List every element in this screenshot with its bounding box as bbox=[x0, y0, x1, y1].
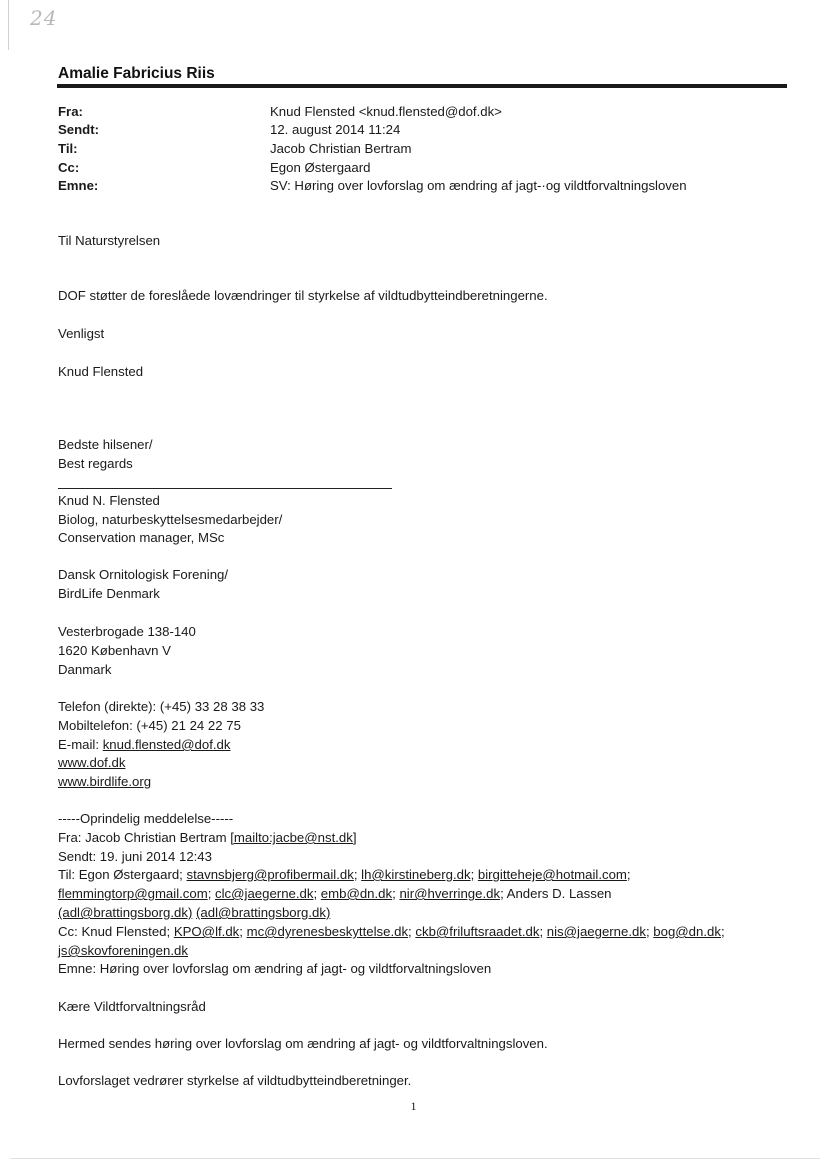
original-paragraph-1: Hermed sendes høring over lovforslag om ændring af jagt- og vildtforvaltningsloven. bbox=[58, 1036, 548, 1051]
signature-mobile: Mobiltelefon: (+45) 21 24 22 75 bbox=[58, 718, 241, 733]
cc-link[interactable]: mc@dyrenesbeskyttelse.dk bbox=[246, 924, 409, 939]
cc-link[interactable]: bog@dn.dk bbox=[653, 924, 721, 939]
original-to-line-1: Til: Egon Østergaard; stavnsbjerg@profibermail.dk; lh@kirstineberg.dk; birgitteheje@hotmail.com; bbox=[58, 867, 631, 882]
header-label: Cc: bbox=[58, 160, 80, 175]
signature-address-street: Vesterbrogade 138-140 bbox=[58, 624, 196, 639]
header-value: Egon Østergaard bbox=[270, 160, 371, 175]
signature-title-en: Conservation manager, MSc bbox=[58, 530, 225, 545]
recipient-link[interactable]: nir@hverringe.dk bbox=[399, 886, 501, 901]
recipient-link[interactable]: (adl@brattingsborg.dk) bbox=[196, 905, 331, 920]
header-label: Til: bbox=[58, 141, 78, 156]
signature-web-birdlife-link[interactable]: www.birdlife.org bbox=[58, 774, 152, 789]
handwritten-page-mark: 24 bbox=[30, 6, 58, 30]
signature-phone: Telefon (direkte): (+45) 33 28 38 33 bbox=[58, 699, 265, 714]
header-label: Sendt: bbox=[58, 122, 100, 137]
page-number: 1 bbox=[410, 1099, 417, 1113]
original-separator: -----Oprindelig meddelelse----- bbox=[58, 811, 234, 826]
cc-link[interactable]: ckb@friluftsraadet.dk bbox=[415, 924, 540, 939]
signature-web-dof-link[interactable]: www.dof.dk bbox=[58, 755, 126, 770]
recipient-link[interactable]: lh@kirstineberg.dk bbox=[361, 867, 471, 882]
cc-link[interactable]: KPO@lf.dk bbox=[173, 924, 240, 939]
original-to-line-3 bbox=[58, 905, 330, 920]
signature-web-birdlife-line bbox=[58, 774, 151, 789]
margin-line bbox=[8, 0, 9, 50]
signature-email-prefix: E-mail: bbox=[58, 737, 103, 752]
original-greeting: Kære Vildtforvaltningsråd bbox=[58, 999, 206, 1014]
bottom-scan-rule bbox=[10, 1158, 820, 1159]
original-paragraph-2: Lovforslaget vedrører styrkelse af vildtudbytteindberetninger. bbox=[58, 1073, 412, 1088]
header-value: Knud Flensted <knud.flensted@dof.dk> bbox=[270, 104, 502, 119]
header-label: Fra: bbox=[58, 104, 83, 119]
signature-org-en: BirdLife Denmark bbox=[58, 586, 160, 601]
body-closing: Venligst bbox=[58, 326, 105, 341]
cc-link[interactable]: nis@jaegerne.dk bbox=[546, 924, 646, 939]
original-to-tail: ; Anders D. Lassen bbox=[500, 886, 612, 901]
cc-link[interactable]: js@skovforeningen.dk bbox=[58, 943, 188, 958]
signature-regards-da: Bedste hilsener/ bbox=[58, 437, 153, 452]
signature-address-country: Danmark bbox=[58, 662, 112, 677]
signature-web-dof-line bbox=[58, 755, 125, 770]
header-value: 12. august 2014 11:24 bbox=[270, 122, 401, 137]
recipient-link[interactable]: flemmingtorp@gmail.com bbox=[58, 886, 208, 901]
recipient-link[interactable]: emb@dn.dk bbox=[320, 886, 393, 901]
header-value: Jacob Christian Bertram bbox=[270, 141, 412, 156]
original-cc-text: Cc: Knud Flensted; bbox=[58, 924, 174, 939]
signature-address-city: 1620 København V bbox=[58, 643, 171, 658]
body-message: DOF støtter de foreslåede lovændringer til styrkelse af vildtudbytteindberetningerne. bbox=[58, 288, 548, 303]
original-subject: Emne: Høring over lovforslag om ændring af jagt- og vildtforvaltningsloven bbox=[58, 961, 492, 976]
recipient-link[interactable]: (adl@brattingsborg.dk) bbox=[58, 905, 193, 920]
original-from-text: Fra: Jacob Christian Bertram bbox=[58, 830, 231, 845]
original-to-line-2: flemmingtorp@gmail.com; clc@jaegerne.dk; emb@dn.dk; nir@hverringe.dk; Anders D. Lassen bbox=[58, 886, 612, 901]
recipient-link[interactable]: stavnsbjerg@profibermail.dk bbox=[186, 867, 354, 882]
recipient-link[interactable]: clc@jaegerne.dk bbox=[215, 886, 314, 901]
header-from-row bbox=[58, 104, 778, 122]
signature-email-link[interactable]: knud.flensted@dof.dk bbox=[102, 737, 231, 752]
original-to-text: Til: Egon Østergaard; bbox=[58, 867, 187, 882]
original-cc-line-2 bbox=[58, 943, 188, 958]
header-cc-row bbox=[58, 160, 778, 178]
body-name: Knud Flensted bbox=[58, 364, 144, 379]
header-sent-row bbox=[58, 122, 778, 140]
signature-regards-en: Best regards bbox=[58, 456, 133, 471]
header-value: SV: Høring over lovforslag om ændring af jagt-·og vildtforvaltningsloven bbox=[270, 178, 687, 193]
signature-org-da: Dansk Ornitologisk Forening/ bbox=[58, 567, 229, 582]
original-sent: Sendt: 19. juni 2014 12:43 bbox=[58, 849, 212, 864]
original-from bbox=[58, 830, 357, 845]
original-cc-line-1: Cc: Knud Flensted; KPO@lf.dk; mc@dyrenesbeskyttelse.dk; ckb@friluftsraadet.dk; nis@jaegerne.dk; bog@dn.dk; bbox=[58, 924, 725, 939]
header-label: Emne: bbox=[58, 178, 99, 193]
original-from-mailto-link[interactable]: [mailto:jacbe@nst.dk] bbox=[230, 830, 357, 845]
signature-name: Knud N. Flensted bbox=[58, 493, 160, 508]
sender-name: Amalie Fabricius Riis bbox=[58, 65, 215, 82]
recipient-link[interactable]: birgitteheje@hotmail.com bbox=[477, 867, 627, 882]
signature-email-line bbox=[58, 737, 230, 752]
header-rule bbox=[57, 84, 787, 88]
header-to-row bbox=[58, 141, 778, 159]
header-subject-row bbox=[58, 178, 778, 196]
signature-rule bbox=[58, 488, 392, 489]
signature-title-da: Biolog, naturbeskyttelsesmedarbejder/ bbox=[58, 512, 283, 527]
body-greeting: Til Naturstyrelsen bbox=[58, 233, 161, 248]
